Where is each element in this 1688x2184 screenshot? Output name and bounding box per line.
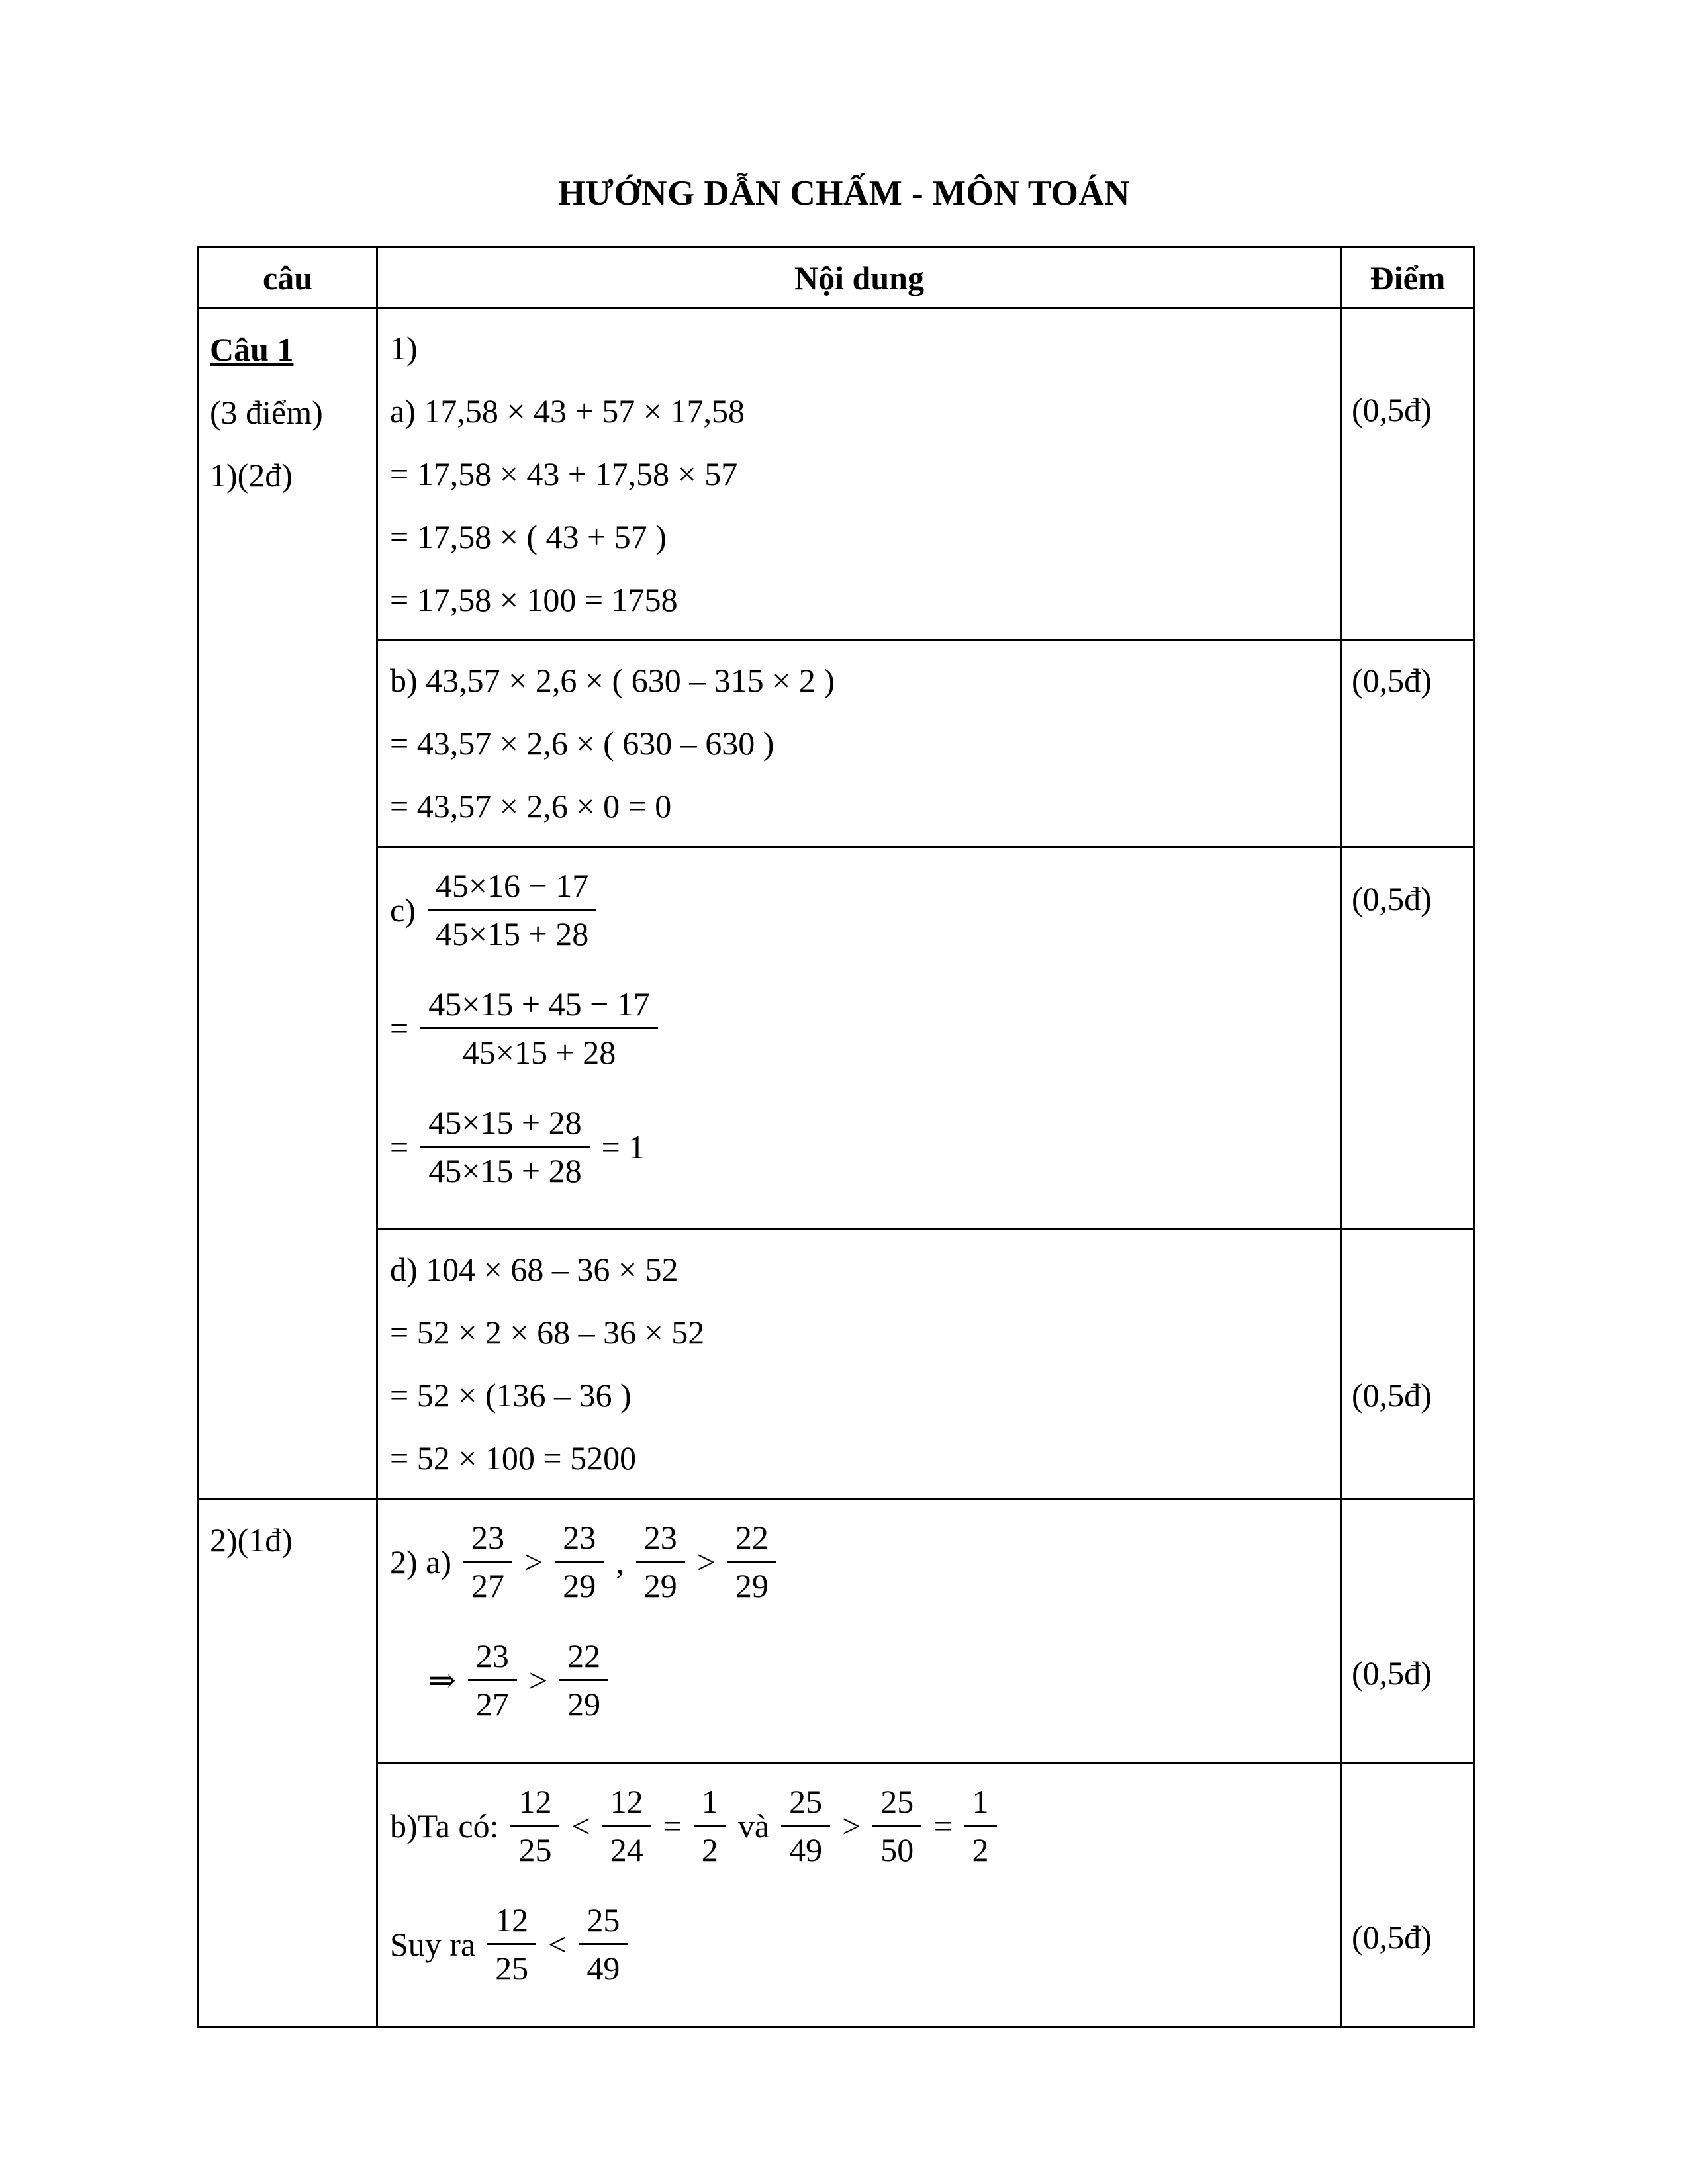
cau2-label: 2)(1đ): [210, 1522, 293, 1559]
fraction-numerator: 23: [555, 1517, 604, 1563]
text-line: = 17,58 × ( 43 + 57 ): [390, 518, 667, 555]
cau1-cell: [199, 308, 377, 1499]
score-value: (0,5đ): [1352, 662, 1432, 699]
comma: ,: [616, 1543, 624, 1580]
score-cell-2a: [1342, 1499, 1474, 1763]
fraction-denominator: 2: [972, 1831, 989, 1868]
fraction: [781, 1781, 830, 1870]
expression-label: 2) a): [390, 1543, 451, 1580]
math-line: [428, 1635, 1327, 1725]
fraction: [579, 1899, 628, 1989]
fraction-denominator: 27: [471, 1567, 504, 1604]
fraction-numerator: 22: [559, 1635, 608, 1681]
text-line: 1): [390, 330, 418, 367]
text-line: = 52 × 2 × 68 – 36 × 52: [390, 1314, 705, 1351]
answer-key-table: [197, 246, 1475, 2028]
math-line: [390, 1517, 1327, 1606]
greater-than-sign: >: [528, 1661, 548, 1699]
score-value: (0,5đ): [1352, 391, 1432, 428]
fraction-numerator: 23: [636, 1517, 685, 1563]
fraction: [602, 1781, 651, 1870]
less-than-sign: <: [571, 1807, 590, 1844]
fraction: [559, 1635, 608, 1725]
fraction-denominator: 29: [563, 1567, 596, 1604]
fraction-numerator: 1: [694, 1781, 726, 1827]
cau1-label: Câu 1: [210, 331, 294, 368]
table-header-row: [199, 248, 1474, 308]
fraction-denominator: 27: [475, 1686, 509, 1723]
text-line: a) 17,58 × 43 + 57 × 17,58: [390, 392, 745, 430]
header-noi-dung: Nội dung: [377, 248, 1342, 308]
table-row-2a: [199, 1499, 1474, 1763]
fraction: [636, 1517, 685, 1606]
expression-label: c): [390, 891, 416, 929]
content-2a: [377, 1499, 1342, 1763]
fraction: [555, 1517, 604, 1606]
score-cell-1b: [1342, 641, 1474, 847]
fraction: [420, 983, 658, 1073]
table-row-2b: [199, 1763, 1474, 2027]
fraction: [420, 1102, 589, 1191]
table-row-1d: [199, 1230, 1474, 1499]
fraction: [727, 1517, 776, 1606]
fraction-numerator: 23: [468, 1635, 517, 1681]
score-cell-1c: [1342, 847, 1474, 1230]
table-row-1b: [199, 641, 1474, 847]
fraction-numerator: 25: [781, 1781, 830, 1827]
equals-sign: =: [933, 1807, 953, 1844]
fraction-denominator: 24: [610, 1831, 643, 1868]
content-1b: [377, 641, 1342, 847]
fraction-denominator: 45×15 + 28: [428, 1152, 582, 1189]
fraction-denominator: 45×15 + 28: [435, 915, 589, 952]
fraction: [463, 1517, 512, 1606]
fraction: [510, 1781, 559, 1870]
fraction-denominator: 29: [567, 1686, 601, 1723]
fraction: [694, 1781, 726, 1870]
content-1c: [377, 847, 1342, 1230]
fraction-numerator: 22: [727, 1517, 776, 1563]
text-line: = 17,58 × 100 = 1758: [390, 581, 678, 618]
content-1d: [377, 1230, 1342, 1499]
fraction: [428, 865, 596, 954]
content-1a: [377, 308, 1342, 641]
content-2b: [377, 1763, 1342, 2027]
fraction: [964, 1781, 997, 1870]
table-row-1c: [199, 847, 1474, 1230]
score-value: (0,5đ): [1352, 880, 1432, 917]
expression-label: b)Ta có:: [390, 1807, 499, 1844]
equals-sign: =: [390, 1128, 409, 1165]
fraction-numerator: 25: [872, 1781, 921, 1827]
cau1-points: (3 điểm): [210, 394, 323, 431]
fraction-numerator: 12: [602, 1781, 651, 1827]
text-line: d) 104 × 68 – 36 × 52: [390, 1251, 679, 1288]
math-line: [390, 1102, 1327, 1191]
fraction-denominator: 45×15 + 28: [462, 1034, 616, 1071]
text-line: = 52 × (136 – 36 ): [390, 1377, 632, 1414]
result-text: = 1: [601, 1128, 645, 1165]
text-line: = 43,57 × 2,6 × ( 630 – 630 ): [390, 725, 774, 762]
text-line: = 17,58 × 43 + 17,58 × 57: [390, 455, 738, 492]
fraction: [487, 1899, 536, 1989]
score-cell-1a: [1342, 308, 1474, 641]
fraction-numerator: 12: [510, 1781, 559, 1827]
fraction-denominator: 49: [586, 1950, 620, 1987]
equals-sign: =: [390, 1009, 409, 1047]
equals-sign: =: [663, 1807, 682, 1844]
score-value: (0,5đ): [1352, 1919, 1432, 1956]
score-value: (0,5đ): [1352, 1655, 1432, 1692]
math-line: [390, 983, 1327, 1073]
less-than-sign: <: [548, 1925, 567, 1963]
implies-arrow: ⇒: [428, 1661, 456, 1699]
cau1-part: 1)(2đ): [210, 457, 293, 494]
fraction-numerator: 45×16 − 17: [428, 865, 596, 911]
text-line: = 52 × 100 = 5200: [390, 1439, 637, 1477]
fraction-denominator: 2: [701, 1831, 718, 1868]
table-row-1a: [199, 308, 1474, 641]
math-line: [390, 1899, 1327, 1989]
fraction-numerator: 23: [463, 1517, 512, 1563]
fraction-numerator: 45×15 + 45 − 17: [420, 983, 658, 1029]
score-value: (0,5đ): [1352, 1377, 1432, 1414]
header-diem: Điểm: [1342, 248, 1474, 308]
greater-than-sign: >: [842, 1807, 861, 1844]
math-line: [390, 865, 1327, 954]
score-cell-1d: [1342, 1230, 1474, 1499]
fraction-numerator: 12: [487, 1899, 536, 1945]
text-line: = 43,57 × 2,6 × 0 = 0: [390, 788, 672, 825]
header-cau: câu: [199, 248, 377, 308]
greater-than-sign: >: [524, 1543, 543, 1580]
fraction-denominator: 50: [880, 1831, 914, 1868]
fraction-denominator: 29: [735, 1567, 769, 1604]
fraction-denominator: 29: [643, 1567, 677, 1604]
fraction-denominator: 25: [495, 1950, 529, 1987]
fraction-numerator: 45×15 + 28: [420, 1102, 589, 1148]
math-line: [390, 1781, 1327, 1870]
cau2-cell: [199, 1499, 377, 2027]
fraction-numerator: 25: [579, 1899, 628, 1945]
fraction-denominator: 25: [518, 1831, 552, 1868]
conjunction-text: và: [737, 1807, 770, 1844]
greater-than-sign: >: [696, 1543, 716, 1580]
document-title: HƯỚNG DẪN CHẤM - MÔN TOÁN: [558, 174, 1130, 212]
fraction-denominator: 49: [789, 1831, 823, 1868]
fraction: [872, 1781, 921, 1870]
fraction: [468, 1635, 517, 1725]
conclusion-text: Suy ra: [390, 1925, 476, 1963]
score-cell-2b: [1342, 1763, 1474, 2027]
fraction-numerator: 1: [964, 1781, 997, 1827]
text-line: b) 43,57 × 2,6 × ( 630 – 315 × 2 ): [390, 662, 835, 699]
